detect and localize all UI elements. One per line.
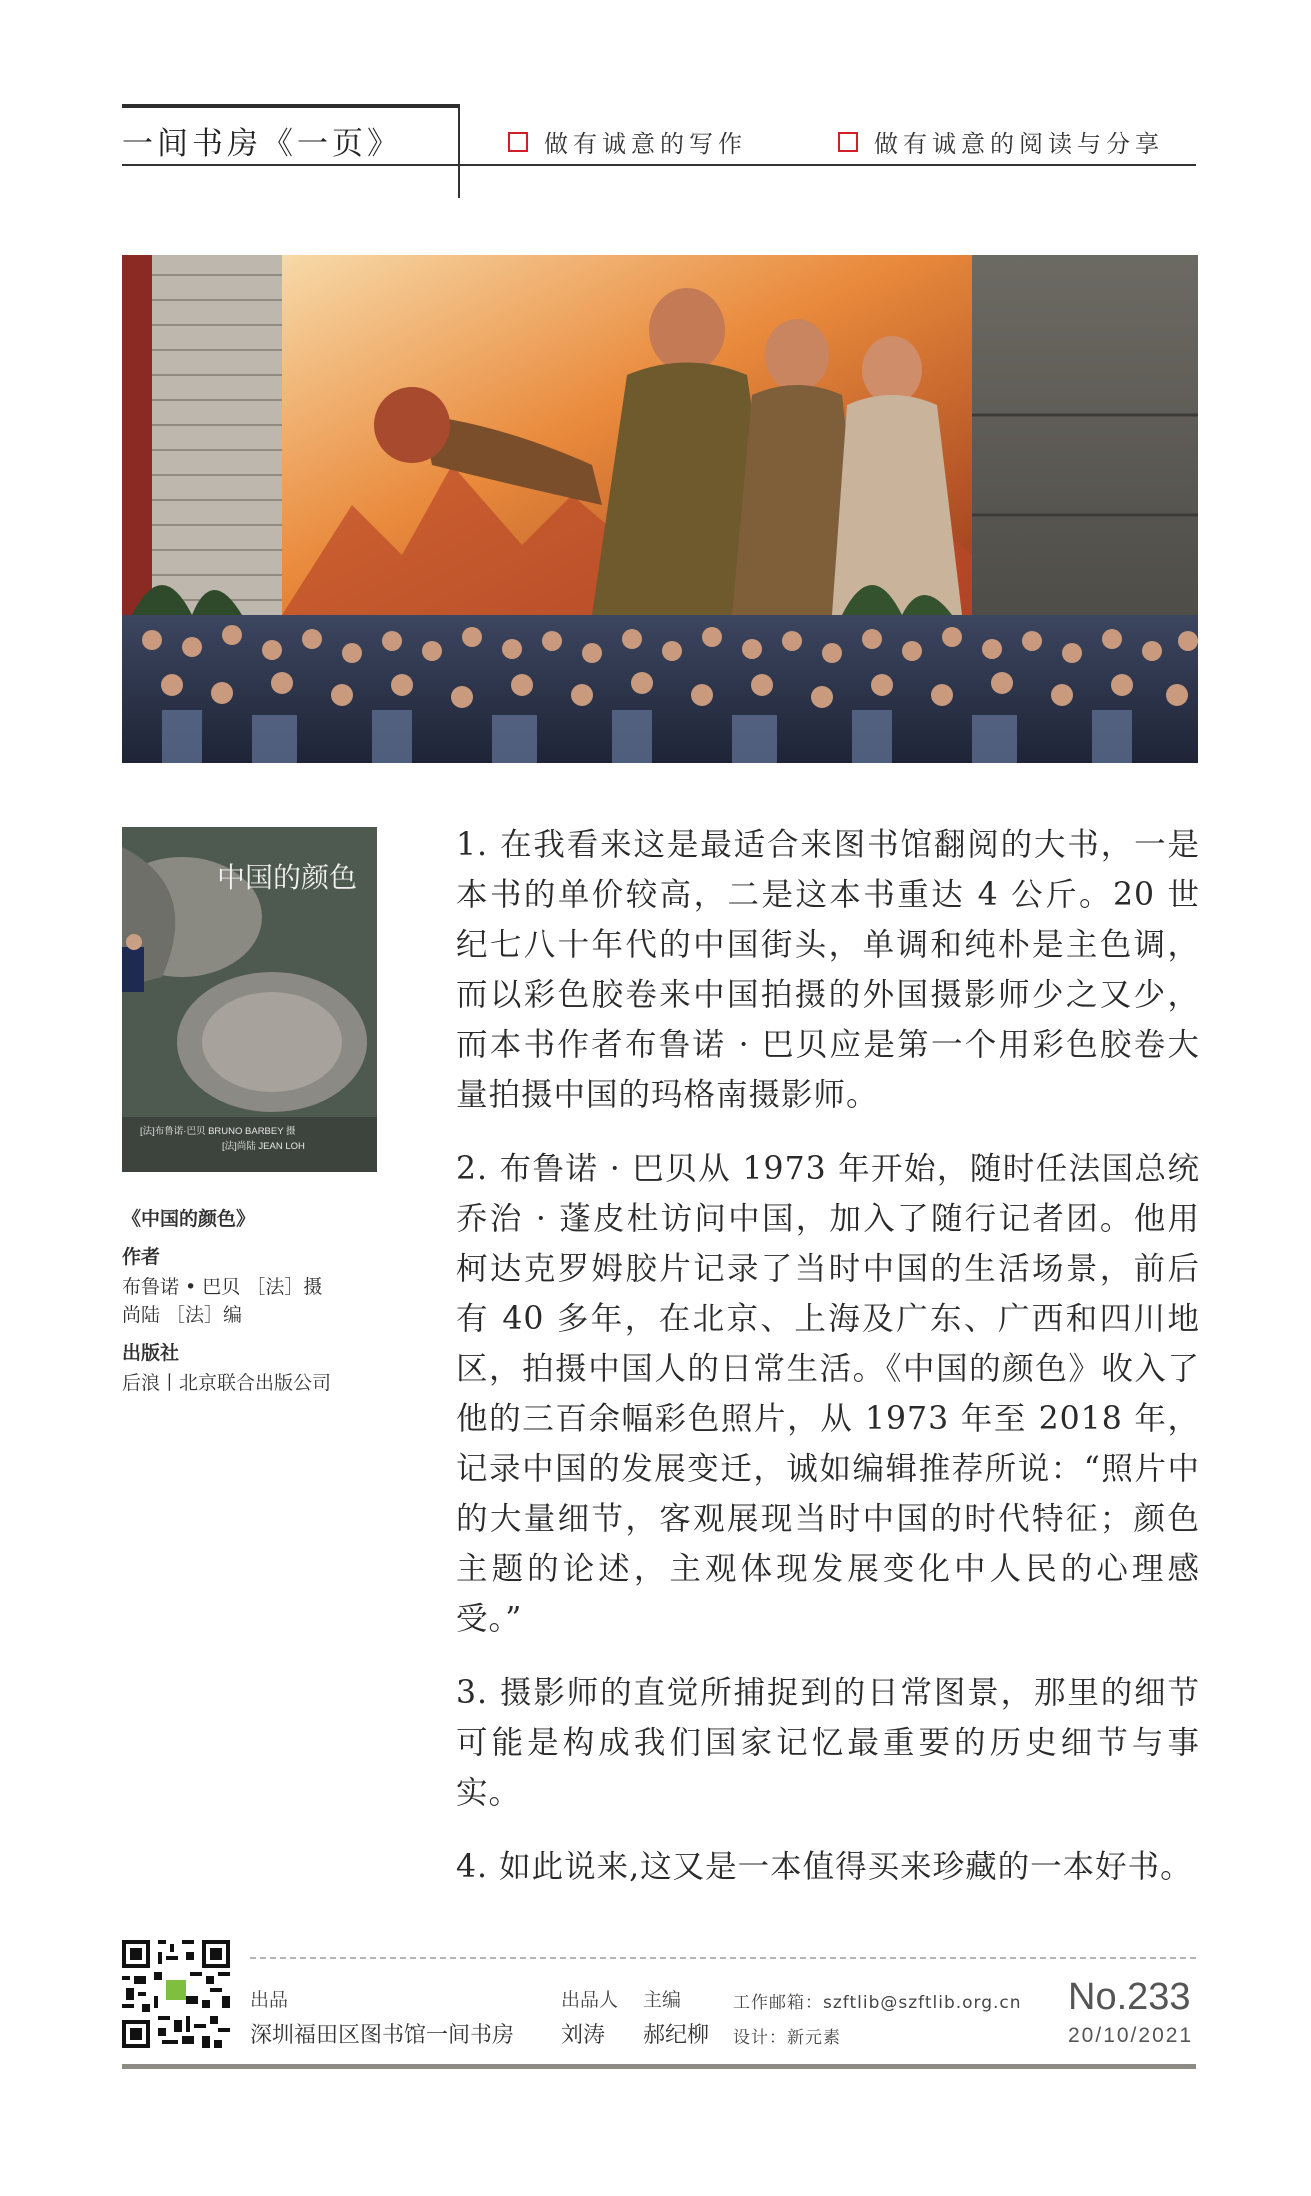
design-credit: 设计：新元素 [733, 2028, 841, 2048]
email[interactable]: 工作邮箱：szftlib@szftlib.org.cn [733, 1993, 1022, 2013]
paragraph: 3. 摄影师的直觉所捕捉到的日常图景，那里的细节可能是构成我们国家记忆最重要的历史细节与事实。 [456, 1675, 1200, 1811]
publisher-label: 出版社 [122, 1342, 180, 1364]
checkbox-square-icon [838, 132, 858, 152]
produced-label: 出品 [250, 1989, 289, 2011]
paragraph: 4. 如此说来,这又是一本值得买来珍藏的一本好书。 [456, 1849, 1193, 1885]
issue-date: 20/10/2021 [1068, 2024, 1194, 2047]
book-cover [122, 827, 377, 1172]
editor: 郝纪柳 [643, 2023, 710, 2048]
book-title: 《中国的颜色》 [122, 1208, 256, 1230]
slogan-writing [508, 124, 747, 159]
paragraph: 2. 布鲁诺 · 巴贝从 1973 年开始，随时任法国总统乔治 · 蓬皮杜访问中国，加入了随行记者团。他用柯达克罗姆胶片记录了当时中国的生活场景，前后有 40 多年，在北京、上海及广东、广西和四川地区，拍摄中国人的日常生活。《中国的颜色》收入了他的三百余幅彩色照片，从 1973 年至 2018 年，记录中国的发展变迁，诚如编辑推荐所说：“照片中的大量细节，客观展现当时中国的时代特征；颜色主题的论述，主观体现发展变化中人民的心理感受。” [456, 1151, 1200, 1637]
header-divider [458, 108, 460, 198]
slogan-text: 做有诚意的写作 [544, 130, 747, 158]
cover-author: [法]布鲁诺·巴贝 BRUNO BARBEY 摄 [140, 1126, 296, 1137]
checkbox-square-icon [508, 132, 528, 152]
header-rule [122, 164, 1196, 166]
footer-bar [122, 2064, 1196, 2069]
author-line: 尚陆 ［法］编 [122, 1304, 243, 1326]
author-label: 作者 [122, 1246, 161, 1268]
producer-label: 出品人 [561, 1989, 619, 2011]
author-line: 布鲁诺 • 巴贝 ［法］摄 [122, 1276, 323, 1298]
header-top-bar [122, 104, 460, 108]
paragraph: 1. 在我看来这是最适合来图书馆翻阅的大书，一是本书的单价较高，二是这本书重达 4 公斤。20 世纪七八十年代的中国街头，单调和纯朴是主色调，而以彩色胶卷来中国拍摄的外国摄影师少之又少，而本书作者布鲁诺 · 巴贝应是第一个用彩色胶卷大量拍摄中国的玛格南摄影师。 [456, 827, 1200, 1113]
cover-editor: [法]尚陆 JEAN LOH [222, 1141, 305, 1152]
issue-number: No.233 [1068, 1976, 1191, 2018]
footer-dashed-rule [250, 1957, 1196, 1959]
slogan-text: 做有诚意的阅读与分享 [874, 130, 1164, 158]
produced-by: 深圳福田区图书馆一间书房 [250, 2023, 515, 2048]
qr-code-icon[interactable] [122, 1940, 230, 2048]
publisher: 后浪丨北京联合出版公司 [122, 1372, 332, 1394]
page-title: 一间书房《一页》 [122, 126, 402, 162]
article-body [456, 820, 1200, 1916]
banner-photo [122, 255, 1198, 763]
editor-label: 主编 [643, 1989, 682, 2011]
slogan-reading [838, 124, 1164, 159]
cover-title: 中国的颜色 [217, 861, 358, 894]
producer: 刘涛 [561, 2023, 606, 2048]
